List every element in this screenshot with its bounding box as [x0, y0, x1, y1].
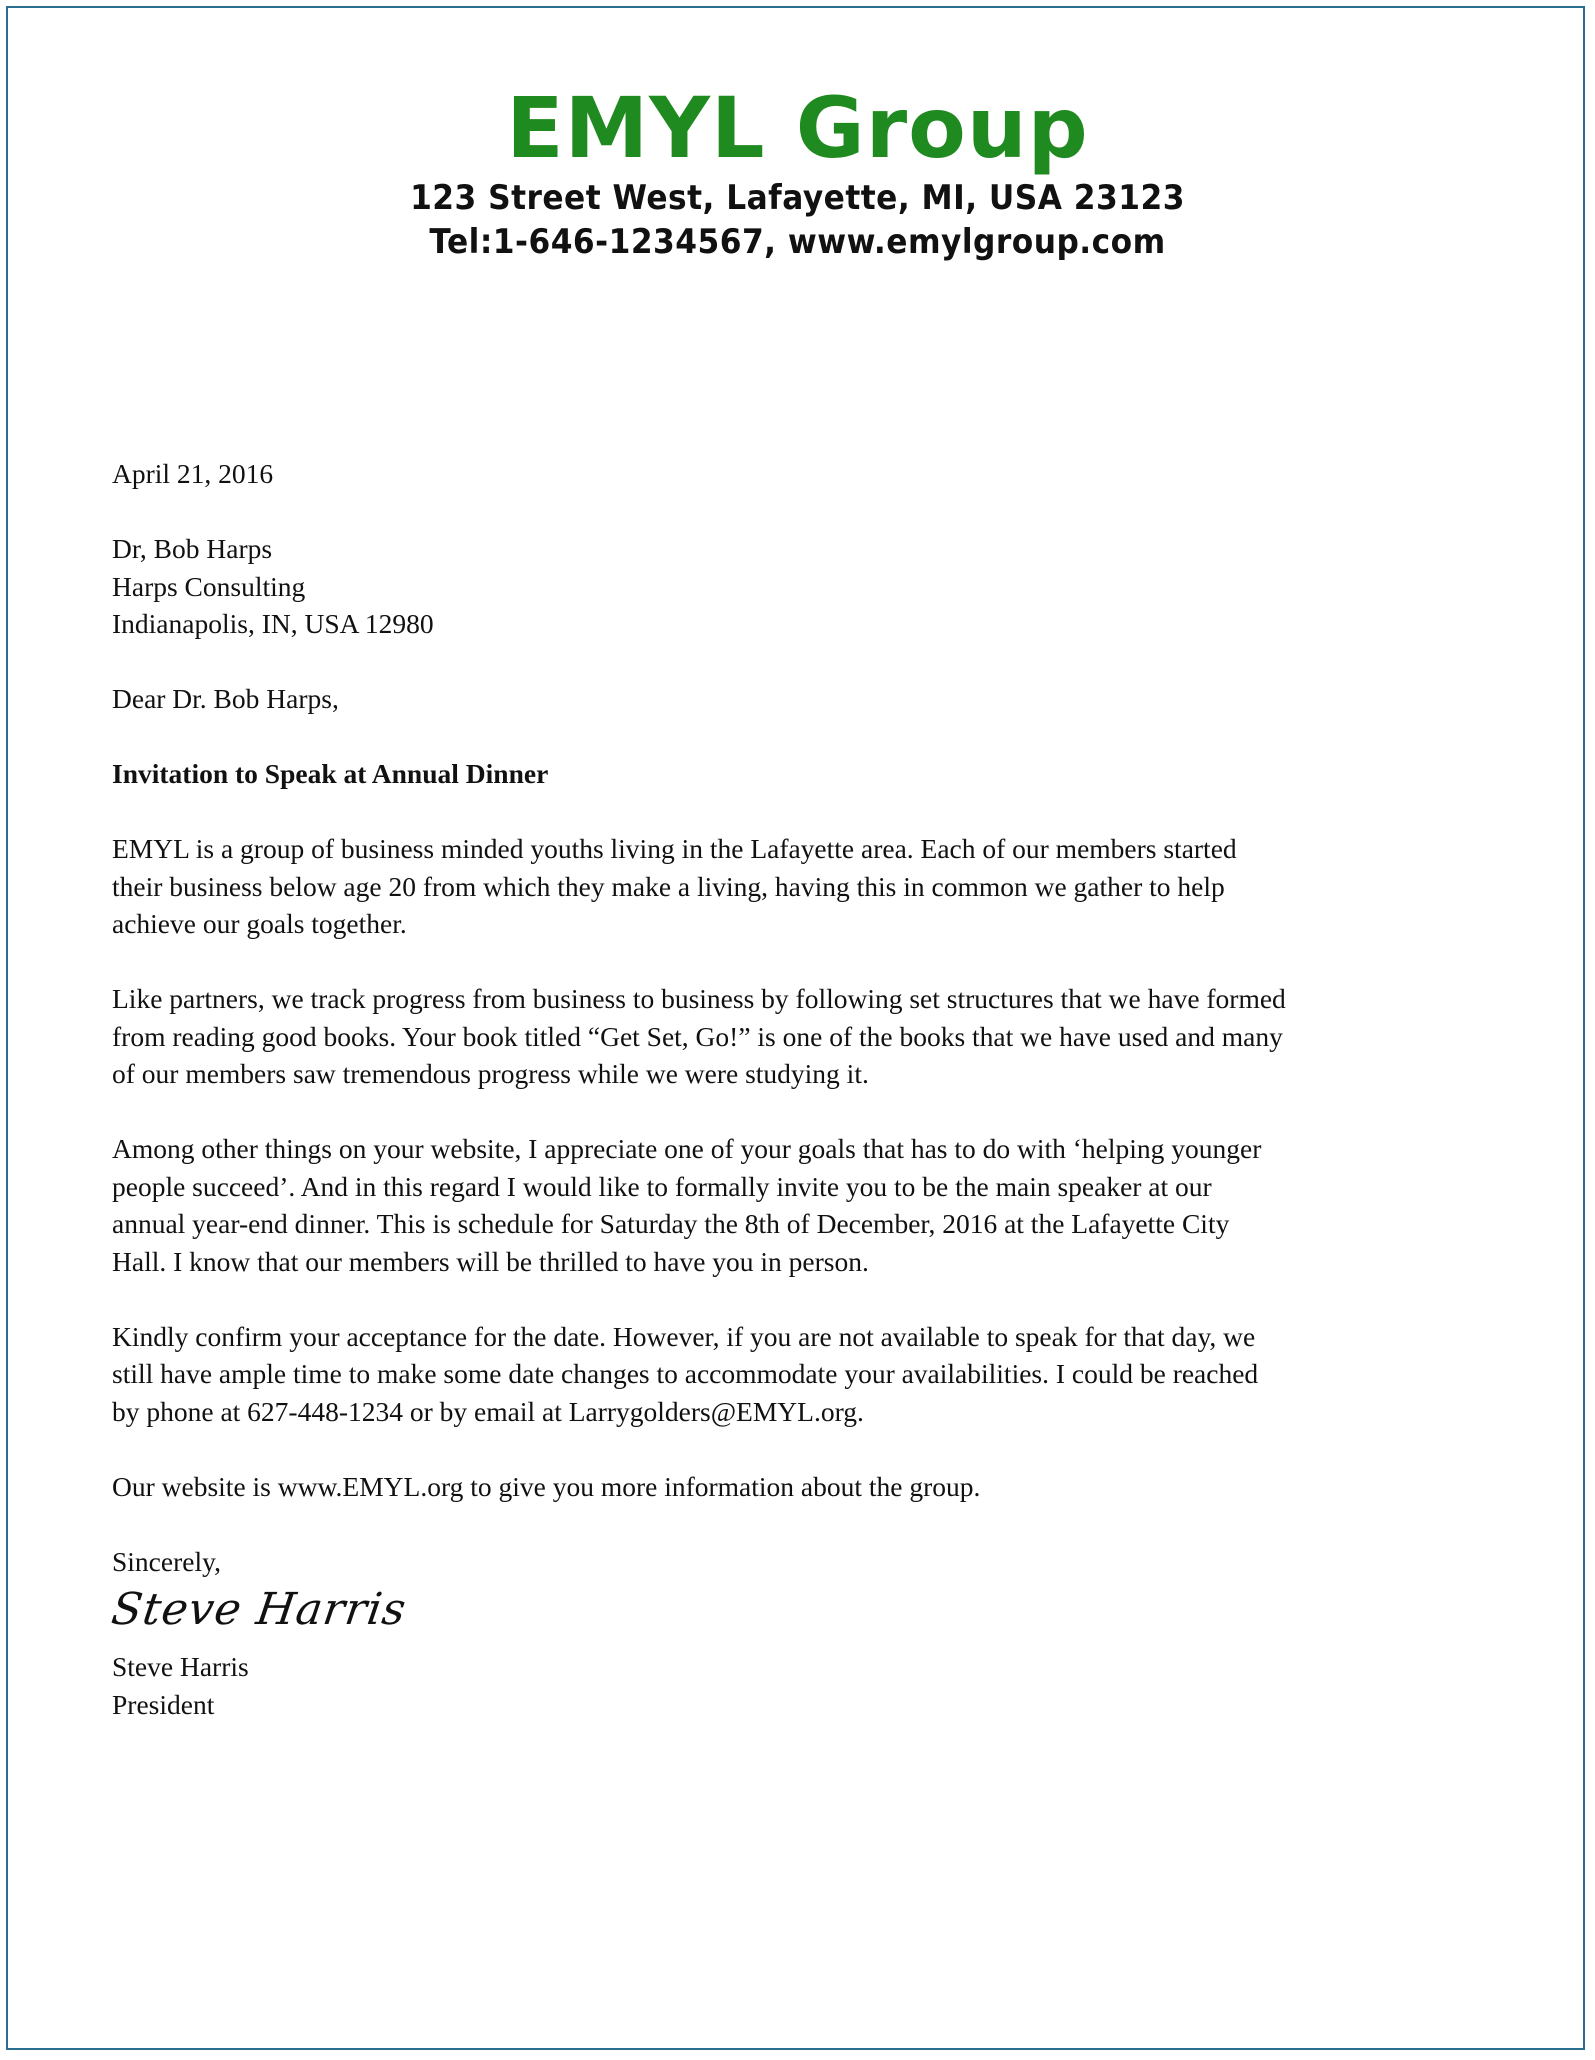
- paragraph-5: [112, 1468, 1502, 1506]
- paragraph-line: by phone at 627-448-1234 or by email at Larrygolders@EMYL.org.: [112, 1395, 864, 1427]
- sender-title: President: [112, 1688, 215, 1720]
- subject-line: Invitation to Speak at Annual Dinner: [112, 758, 549, 789]
- paragraph-line: still have ample time to make some date changes to accommodate your availabilities. I could be reached: [112, 1358, 1259, 1389]
- closing: Sincerely,: [112, 1545, 221, 1577]
- recipient-location: Indianapolis, IN, USA 12980: [112, 608, 434, 639]
- salutation: Dear Dr. Bob Harps,: [112, 683, 339, 714]
- paragraph-line: Hall. I know that our members will be thrilled to have you in person.: [112, 1245, 869, 1277]
- company-address: 123 Street West, Lafayette, MI, USA 23123: [410, 178, 1185, 218]
- paragraph-3: [112, 1130, 1502, 1280]
- paragraph-line: Like partners, we track progress from business to business by following set structures that we have formed: [112, 983, 1286, 1014]
- paragraph-line: annual year-end dinner. This is schedule for Saturday the 8th of December, 2016 at the Lafayette City: [112, 1208, 1230, 1239]
- paragraph-line: Kindly confirm your acceptance for the date. However, if you are not available to speak for that day, we: [112, 1320, 1256, 1352]
- sender-name: Steve Harris: [112, 1651, 249, 1682]
- paragraph-line: their business below age 20 from which they make a living, having this in common we gather to help: [112, 870, 1225, 902]
- paragraph-line: from reading good books. Your book titled “Get Set, Go!” is one of the books that we have used and many: [112, 1020, 1283, 1052]
- company-name: EMYL Group: [506, 79, 1089, 177]
- paragraph-line: of our members saw tremendous progress while we were studying it.: [112, 1058, 869, 1089]
- handwritten-signature: Steve Harris: [108, 1584, 410, 1635]
- paragraph-line: achieve our goals together.: [112, 908, 407, 939]
- letterhead: [0, 80, 1595, 264]
- letter-date: April 21, 2016: [112, 458, 274, 489]
- paragraph-line: Among other things on your website, I appreciate one of your goals that has to do with ‘helping younger: [112, 1133, 1262, 1164]
- paragraph-4: [112, 1318, 1502, 1431]
- paragraph-line: Our website is www.EMYL.org to give you more information about the group.: [112, 1470, 981, 1502]
- recipient-company: Harps Consulting: [112, 570, 306, 602]
- paragraph-line: EMYL is a group of business minded youths living in the Lafayette area. Each of our members started: [112, 833, 1237, 864]
- recipient-address: [112, 530, 1502, 643]
- paragraph-1: [112, 830, 1502, 943]
- paragraph-2: [112, 980, 1502, 1093]
- paragraph-line: people succeed’. And in this regard I would like to formally invite you to be the main speaker at our: [112, 1170, 1212, 1202]
- letter-body: [108, 455, 1502, 1723]
- company-contact: Tel:1-646-1234567, www.emylgroup.com: [429, 222, 1166, 262]
- recipient-name: Dr, Bob Harps: [112, 533, 273, 564]
